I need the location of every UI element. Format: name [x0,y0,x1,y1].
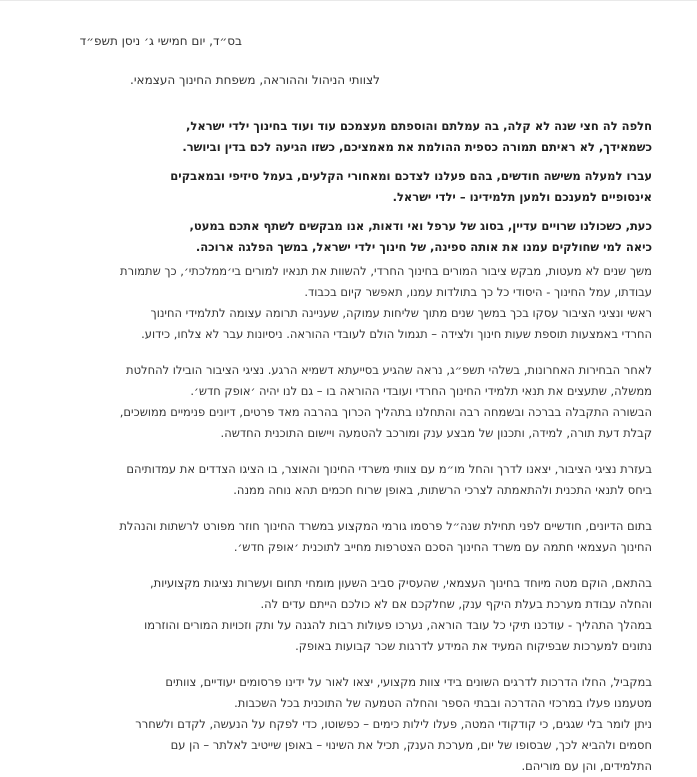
text-line: קבלת דעת תורה, למידה, ותכנון של מבצע ענק ומורכב להטמעה ויישום התוכנית החדשה. [220,426,652,440]
text-line: בעזרת נציגי הציבור, יצאנו לדרך והחל מו״מ עם צוותי משרדי החינוך והאוצר, בו הציגו הצדדים את עמדותיהם [126,462,652,476]
text-line: ניתן לומר בלי שגגים, כי קודקודי המטה, פעלו לילות כימים – כפשוטו, כדי לפקח על הנעשה, לקדם ולשחרר [135,717,652,731]
text-line: בתום הדיונים, חודשיים לפני תחילת שנה״ל פרסמו גורמי המקצוע במשרד החינוך חוזר מפורט לרשתות והנהלת [119,519,652,533]
text-line: חסמים ולהביא לכך, שבסופו של יום, מערכת הענק, תכיל את השינוי – באופן שייטיב לאלתר – הן עם [170,738,652,752]
text-line: הבשורה התקבלה בברכה ובשמחה רבה והתחלנו בתהליך הכרוך בהרבה מאד פרטים, דיונים פנימיים ממושכים, [119,405,652,419]
text-line: במהלך התהליך - עודכנו תיקי כל עובד הוראה, נערכו פעולות רבות להגנה על ותק וזכויות המורים והוזרמו [144,618,652,632]
text-line: והחלה עבודת מערכת בעלת היקף ענק, שחלקכם אם לא כולכם הייתם עדים לה. [260,597,652,611]
letter-body [43,261,652,777]
top-divider [0,0,697,1]
text-line: עברו למעלה משישה חודשים, בהם פעלנו לצדכם ומאחורי הקלעים, בעמל סיזיפי ובמאבקים [170,169,652,183]
text-line: החרדי באמצעות תוספת שעות חינוך ולצידה – תגמול הולם לעובדי ההוראה. ניסיונות עבר לא צלחו, כידוע. [141,327,652,341]
text-line: ביחס לתנאי התכנית ולהתאמתה לצרכי הרשתות, באופן שרוח חכמים תהא נוחה ממנה. [233,483,652,497]
text-line: משך שנים לא מעטות, מבקש ציבור המורים בחינוך החרדי, להשוות את תנאיו למורים בי׳ממלכתי׳, כך שתמורת [120,264,652,278]
text-line: ראשי ונציגי הציבור עסקו בכך במשך שנים מתוך שליחות עמוקה, שעניינה תרומה עצומה לתלמידי החינוך [150,306,652,320]
text-line: עבודתו, עמל החינוך - היסודי כל כך בתולדות עמנו, תאפשר קיום בכבוד. [304,285,652,299]
text-line: לאחר הבחירות האחרונות, בשלהי תשפ״ג, נראה שהגיע בסייעתא דשמיא הרגע. נציגי הציבור הובילו להחלטת [126,363,652,377]
letter-greeting: לצוותי הניהול וההוראה, משפחת החינוך העצמאי. [130,73,380,87]
opening-bold-section [43,116,652,258]
body-paragraph [43,459,652,501]
text-line: מטעמנו פעלו במרכזי ההדרכה ובבתי הספר והחלה הטמעה של התוכנית בכל השכבות. [234,696,652,710]
opening-paragraph [43,116,652,158]
body-paragraph [43,672,652,777]
text-line: החינוך העצמאי חתמה עם משרד החינוך הסכם הצטרפות מחייב לתוכנית ׳אופק חדש׳. [233,540,652,554]
text-line: כשמאידך, לא ראיתם תמורה כספית ההולמת את מאמציכם, כשזו הגיעה לכם בדין וביושר. [182,140,652,154]
text-line: אינסופיים למענכם ולמען תלמידינו – ילדי ישראל. [392,190,652,204]
body-paragraph [43,261,652,345]
opening-paragraph [43,166,652,208]
text-line: כעת, כשכולנו שרויים עדיין, בסוג של ערפל ואי ודאות, אנו מבקשים לשתף אתכם במעט, [189,219,652,233]
text-line: נתונים למערכות שבפיקוח המעיד את המידע לדרגות שכר קבועות באופק. [295,639,652,653]
opening-paragraph [43,216,652,258]
text-line: חלפה לה חצי שנה לא קלה, בה עמלתם והוספתם מעצמכם עוד ועוד בחינוך ילדי ישראל, [186,119,652,133]
body-paragraph [43,516,652,558]
text-line: בהתאם, הוקם מטה מיוחד בחינוך העצמאי, שהעסיק סביב השעון מומחי תחום ועשרות נציגות מקצועיות, [150,576,652,590]
text-line: התלמידים, והן עם מוריהם. [521,759,652,773]
text-line: במקביל, החלו הדרכות לדרגים השונים בידי צוות מקצועי, יצאו לאור על ידינו פרסומים יעודיים, צוותים [165,675,652,689]
text-line: כיאה למי שחולקים עמנו את אותה ספינה, של חינוך ילדי ישראל, במשך הפלגה ארוכה. [195,240,652,254]
text-line: ממשלה, שתעצים את תנאי תלמידי החינוך החרדי ועובדי ההוראה בו – גם לנו יהיה ׳אופק חדש׳. [190,384,652,398]
body-paragraph [43,573,652,657]
letter-date: בס״ד, יום חמישי ג׳ ניסן תשפ״ד [79,34,242,48]
body-paragraph [43,360,652,444]
